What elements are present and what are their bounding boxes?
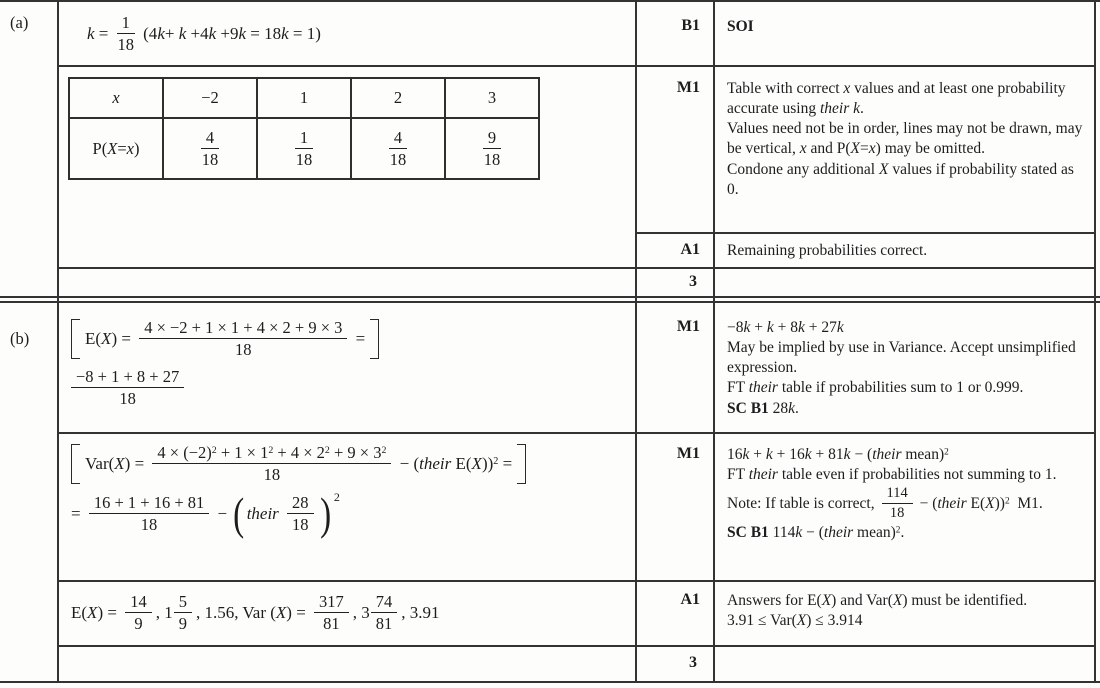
guidance-line: Answers for E(X) and Var(X) must be identified. <box>727 592 1028 609</box>
equals-sign: = <box>71 503 85 523</box>
table-row <box>69 78 539 118</box>
guidance-line: SC B1 114k − (their mean)$^2$. <box>727 523 905 541</box>
guidance-line: Condone any additional X values if probability stated as 0. <box>727 160 1074 198</box>
big-close-paren: ) <box>319 487 331 539</box>
right-bracket <box>517 444 526 484</box>
guidance-line: −8k + k + 8k + 27k <box>727 319 844 336</box>
k-equals: k = <box>87 23 113 43</box>
divider <box>57 267 1096 269</box>
fraction: $\frac{74}{81}$ <box>371 592 398 634</box>
fraction: $\frac{1}{18}$ <box>295 127 313 169</box>
guidance-line: 16k + k + 16k + 81k − (their mean)$^2$ <box>727 446 949 463</box>
decimal-value: , 3.91 <box>401 602 440 622</box>
part-a-label: (a) <box>10 13 29 32</box>
part-b-final-answers <box>59 582 633 643</box>
squared-exponent: 2 <box>333 490 340 505</box>
fraction-1-18: $\frac{1}{18}$ <box>117 12 135 54</box>
probability-table <box>68 77 540 180</box>
divider-bottom <box>0 681 1100 683</box>
left-bracket <box>71 444 80 484</box>
var-equation <box>71 443 633 485</box>
table-cell <box>445 118 539 179</box>
ex-result <box>71 367 633 409</box>
part-b-total-marks: 3 <box>689 654 697 671</box>
table-cell: 2 <box>351 78 445 118</box>
fraction: $\frac{-8 + 1 + 8 + 27}{18}$ <box>71 367 184 409</box>
part-b-ex-working <box>59 305 633 430</box>
var-lhs: Var(X) = <box>85 453 149 473</box>
mark-a1-a: A1 <box>680 241 700 258</box>
guidance-line: Table with correct x values and at least one probability accurate using their k. <box>727 80 1066 118</box>
divider-double-1 <box>0 296 1100 298</box>
ex-lhs: E(X) = <box>85 328 136 348</box>
mark-a1-b: A1 <box>680 591 700 608</box>
right-bracket <box>370 319 379 359</box>
divider-double-2 <box>0 301 1100 303</box>
table-row <box>69 118 539 179</box>
guidance-line: FT their table even if probabilities not summing to 1. <box>727 466 1057 484</box>
var-tail: − (their E(X))$^2$ = <box>395 453 513 473</box>
column-line-right <box>1094 2 1096 683</box>
table-cell-plabel: P(X=x) <box>69 118 163 179</box>
mark-m1-a: M1 <box>676 79 700 96</box>
table-cell: −2 <box>163 78 257 118</box>
mark-m1-b1: M1 <box>676 318 700 335</box>
divider <box>57 645 1096 647</box>
guidance-a1-b <box>715 582 1094 645</box>
mark-b1: B1 <box>681 17 700 34</box>
guidance-note-line: Note: If table is correct, $\frac{114}{18}$ − (their E(X))$^2$ M1. <box>727 485 1043 522</box>
big-open-paren: ( <box>233 487 245 539</box>
var-result <box>71 487 633 539</box>
fraction: $\frac{317}{81}$ <box>314 592 349 634</box>
divider-top <box>0 0 1100 2</box>
fraction: $\frac{28}{18}$ <box>287 493 314 535</box>
table-cell <box>351 118 445 179</box>
guidance-b1: SOI <box>727 18 754 35</box>
table-cell: 3 <box>445 78 539 118</box>
part-a-total-marks: 3 <box>689 273 697 290</box>
guidance-line: FT their table if probabilities sum to 1 or 0.999. <box>727 379 1024 397</box>
fraction: $\frac{9}{18}$ <box>483 127 501 169</box>
guidance-line: SC B1 28k. <box>727 399 799 417</box>
part-b-label: (b) <box>10 329 30 348</box>
guidance-m1-a <box>715 67 1094 230</box>
fraction: $\frac{4}{18}$ <box>201 127 219 169</box>
fraction: $\frac{16 + 1 + 16 + 81}{18}$ <box>89 493 209 535</box>
table-cell <box>163 118 257 179</box>
table-cell-x: x <box>69 78 163 118</box>
guidance-a1-a: Remaining probabilities correct. <box>727 242 928 259</box>
fraction: $\frac{114}{18}$ <box>882 485 913 522</box>
guidance-m1-b1 <box>715 307 1094 430</box>
table-cell: 1 <box>257 78 351 118</box>
mixed-number-whole: , 3 <box>352 602 370 622</box>
k-working: (4k+ k +4k +9k = 18k = 1) <box>138 23 321 43</box>
ex-answer-label: E(X) = <box>71 602 122 622</box>
var-answer-label: , 1.56, Var (X) = <box>195 602 311 622</box>
guidance-line: 3.91 ≤ Var(X) ≤ 3.914 <box>727 612 863 630</box>
ex-equation <box>71 318 633 360</box>
ex-tail: = <box>351 328 366 348</box>
fraction: $\frac{4}{18}$ <box>389 127 407 169</box>
guidance-line: May be implied by use in Variance. Accept unsimplified expression. <box>727 339 1076 377</box>
left-bracket <box>71 319 80 359</box>
fraction: $\frac{14}{9}$ <box>125 592 152 634</box>
table-cell <box>257 118 351 179</box>
mixed-number-whole: , 1 <box>155 602 173 622</box>
fraction: $\frac{4 \times (-2)^2 + 1 \times 1^2 + 4 \times 2^2 + 9 \times 3^2}{18}$ <box>152 443 391 485</box>
part-b-var-working <box>59 434 633 578</box>
guidance-line: Values need not be in order, lines may not be drawn, may be vertical, x and P(X=x) may be omitted. <box>727 120 1083 158</box>
their-label: their <box>246 503 284 523</box>
part-a-answer-formula <box>59 4 633 63</box>
minus-sign: − <box>213 503 232 523</box>
guidance-m1-b2 <box>715 434 1094 578</box>
mark-m1-b2: M1 <box>676 445 700 462</box>
fraction: $\frac{4 \times -2 + 1 \times 1 + 4 \times 2 + 9 \times 3}{18}$ <box>139 318 347 360</box>
fraction: $\frac{5}{9}$ <box>174 592 192 634</box>
